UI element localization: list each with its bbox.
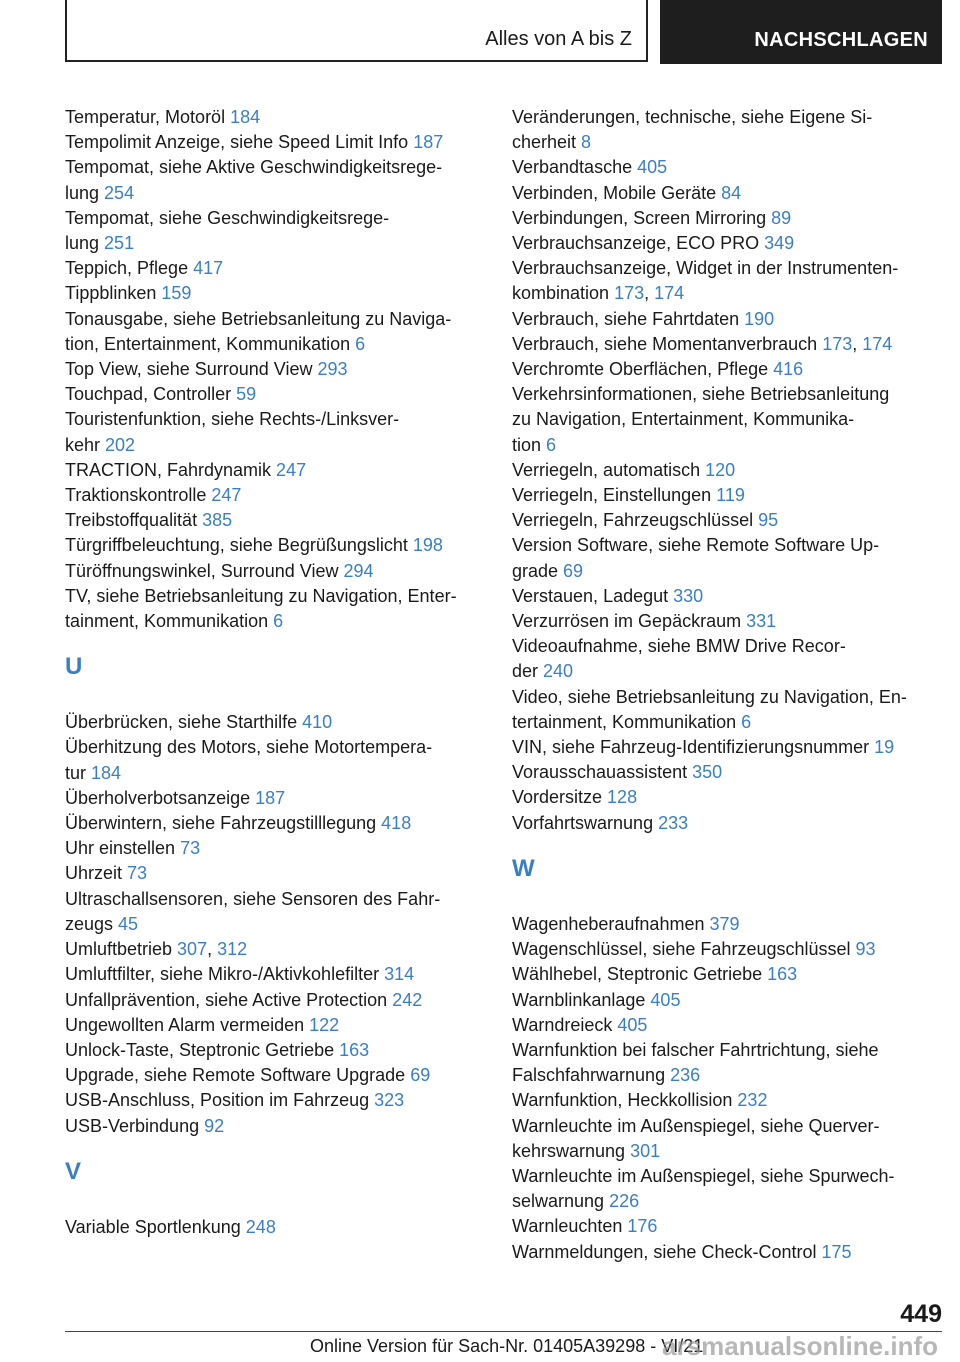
index-entry: Verbrauchsanzeige, Widget in der Instrumenten- kombination 173, 174 [512,258,899,304]
index-entry [512,533,942,583]
index-entry-text: zu Navigation, Entertainment, Kommunika- [512,409,855,430]
index-entry [512,785,942,810]
index-entry [512,1088,942,1113]
index-entry-text: Tonausgabe, siehe Betriebsanleitung zu Naviga- [65,308,452,329]
page-reference-link[interactable]: 349 [764,233,795,254]
index-entry-text: Tempomat, siehe Aktive Geschwindigkeitsrege- [65,157,443,178]
index-entry [512,382,942,458]
page-reference-link[interactable]: 248 [245,1216,276,1237]
index-entry-text: Warnleuchte im Außenspiegel, siehe Querver- [512,1115,880,1136]
page-reference-link[interactable]: 173 [822,333,853,354]
index-entry-text: Überhitzung des Motors, siehe Motortempera- [65,737,433,758]
page-reference-link[interactable]: 6 [273,611,284,632]
index-entry-text: Verbrauchsanzeige, Widget in der Instrumenten- [512,258,899,279]
index-entry-text: Uhr einstellen [65,838,181,859]
index-entry-text: Verkehrsinformationen, siehe Betriebsanleitung [512,384,890,405]
index-entry [512,609,942,634]
index-entry-text: Verriegeln, Einstellungen [512,485,717,506]
page-reference-link[interactable]: 175 [821,1241,852,1262]
page-reference-link[interactable]: 174 [862,333,893,354]
index-entry [65,256,485,281]
index-entry-text: selwarnung [512,1191,610,1212]
index-entry-text: Tippblinken [65,283,162,304]
index-entry-text: USB-Anschluss, Position im Fahrzeug [65,1090,375,1111]
index-entry-text: Verbrauchsanzeige, ECO PRO [512,233,765,254]
index-entry [65,357,485,382]
index-entry-text: Umluftfilter, siehe Mikro-/Aktivkohlefilter [65,964,385,985]
index-entry-text: VIN, siehe Fahrzeug-Identifizierungsnummer [512,737,875,758]
index-entry-text: USB-Verbindung [65,1115,205,1136]
page-reference-link[interactable]: 416 [773,359,804,380]
index-entry [512,912,942,937]
index-entry-text: Uhrzeit [65,863,128,884]
page-reference-link[interactable]: 159 [161,283,192,304]
page-reference-link[interactable]: 242 [392,989,423,1010]
index-letter-heading: V [65,1157,82,1185]
index-entry-text: tainment, Kommunikation [65,611,274,632]
page-reference-link[interactable]: 350 [692,762,723,783]
page-reference-link[interactable]: 184 [230,107,261,127]
index-entry-text: tertainment, Kommunikation [512,711,742,732]
page-reference-link[interactable]: 95 [758,510,779,531]
index-entry-text: Warnfunktion, Heckkollision [512,1090,738,1111]
index-entry-text: grade [512,560,564,581]
page-reference-link[interactable]: 73 [180,838,201,859]
page-reference-link[interactable]: 89 [771,207,792,228]
index-entry [65,1063,485,1088]
index-entry [65,458,485,483]
index-entry [65,105,485,130]
index-entry [512,1114,942,1164]
index-entry [512,155,942,180]
index-entry-text: Türgriffbeleuchtung, siehe Begrüßungslicht [65,535,413,556]
index-entry [512,307,942,332]
page-reference-link[interactable]: 405 [617,1014,648,1035]
index-entry [512,508,942,533]
page-reference-link[interactable]: 69 [410,1065,431,1086]
index-entry-text: Vorfahrtswarnung [512,812,659,833]
index-entry [512,1240,942,1265]
index-entry [65,1088,485,1113]
index-entry-text: Video, siehe Betriebsanleitung zu Navigation, En- [512,686,907,707]
page-reference-link[interactable]: 190 [744,308,775,329]
page-reference-link[interactable]: 294 [343,560,374,581]
index-entry [65,130,485,155]
index-entry-text: Verbrauch, siehe Momentanverbrauch [512,333,823,354]
index-entry-text: Ultraschallsensoren, siehe Sensoren des Fahr- [65,888,441,909]
page-reference-link[interactable]: 198 [412,535,443,556]
page-reference-link[interactable]: 187 [413,132,444,153]
page-reference-link[interactable]: 410 [302,712,333,733]
index-entry [65,786,485,811]
index-entry-text: Vordersitze [512,787,608,808]
index-entry-text: Tempolimit Anzeige, siehe Speed Limit Info [65,132,414,153]
index-entry [512,105,942,155]
index-entry [512,181,942,206]
index-entry-text: TV, siehe Betriebsanleitung zu Navigation, Enter- [65,585,457,606]
page-reference-link[interactable]: 405 [637,157,668,178]
index-entry-text: Unlock-Taste, Steptronic Getriebe [65,1039,340,1060]
page-reference-link[interactable]: 176 [627,1216,658,1237]
index-entry [65,1013,485,1038]
page-reference-link[interactable]: 6 [546,434,557,455]
index-entry [512,231,942,256]
index-entry [512,962,942,987]
index-entry-text: Türöffnungswinkel, Surround View [65,560,344,581]
index-entry [65,836,485,861]
index-entry-text: Touchpad, Controller [65,384,237,405]
index-entry-text: kehrswarnung [512,1140,631,1161]
page-reference-link[interactable]: 236 [670,1065,701,1086]
index-entry [512,735,942,760]
page-reference-link[interactable]: 323 [374,1090,405,1111]
page-reference-link[interactable]: 84 [721,182,742,203]
page-reference-link[interactable]: 379 [709,913,740,934]
index-letter-heading: W [512,854,535,882]
page-reference-link[interactable]: 247 [276,459,307,480]
page-reference-link[interactable]: 330 [673,585,704,606]
index-entry-text: Umluftbetrieb [65,939,178,960]
page-reference-link[interactable]: 119 [716,485,745,506]
page-reference-link[interactable]: 233 [658,812,689,833]
index-entry-text: Überwintern, siehe Fahrzeugstilllegung [65,813,382,834]
header-section-title: Alles von A bis Z [485,28,632,50]
index-entry-text: Wagenschlüssel, siehe Fahrzeugschlüssel [512,939,856,960]
header-chapter-tab [660,0,942,64]
index-entry [65,988,485,1013]
index-entry-text: Wählhebel, Steptronic Getriebe [512,964,768,985]
index-entry-text: Verriegeln, Fahrzeugschlüssel [512,510,759,531]
index-entry [65,307,485,357]
index-entry [65,1114,485,1139]
page-reference-link[interactable]: 405 [650,989,681,1010]
index-entry [65,962,485,987]
index-entry [512,988,942,1013]
index-entry-text: Verchromte Oberflächen, Pflege [512,359,774,380]
page-number: 449 [900,1300,942,1328]
watermark-logo: arsmanualsonline.info [662,1331,938,1361]
index-entry-text: tion, Entertainment, Kommunikation [65,333,356,354]
page-reference-link[interactable]: 69 [563,560,584,581]
page-reference-link[interactable]: 307 [177,939,208,960]
index-entry [512,1013,942,1038]
index-letter-heading: U [65,653,83,681]
index-entry-text: Warnleuchte im Außenspiegel, siehe Spurwech- [512,1165,895,1186]
index-entry-text: Touristenfunktion, siehe Rechts-/Linksver- [65,409,400,430]
page-reference-link[interactable]: 45 [118,913,139,934]
page-reference-link[interactable]: 59 [236,384,257,405]
index-entry-text: Verzurrösen im Gepäckraum [512,611,747,632]
page-reference-link[interactable]: 173 [614,283,645,304]
index-entry-text: zeugs [65,913,119,934]
index-entry-text: Überholverbotsanzeige [65,787,256,808]
index-entry [65,533,485,558]
page-reference-link[interactable]: 93 [855,939,876,960]
index-entry-text: tur [65,762,92,783]
page-reference-link[interactable]: 232 [737,1090,768,1111]
index-entry [512,937,942,962]
index-entry-text: Verbrauch, siehe Fahrtdaten [512,308,745,329]
page-reference-link[interactable]: 331 [746,611,777,632]
index-entry [512,1038,942,1088]
index-entry-text: lung [65,233,105,254]
page-reference-link[interactable]: 226 [609,1191,640,1212]
page-reference-link[interactable]: 385 [202,510,233,531]
index-entry-text: Vorausschauassistent [512,762,693,783]
page-reference-link[interactable]: 8 [581,132,592,153]
index-entry-text: Verstauen, Ladegut [512,585,674,606]
index-entry-text: Tempomat, siehe Geschwindigkeitsrege- [65,207,390,228]
index-entry-text: der [512,661,544,682]
index-entry [65,206,485,256]
index-entry-text: Teppich, Pflege [65,258,194,279]
index-entry [65,887,485,937]
index-entry-text: kombination [512,283,615,304]
index-entry-text: Verbinden, Mobile Geräte [512,182,722,203]
page-reference-link[interactable]: 122 [309,1014,340,1035]
page-reference-link[interactable]: 6 [355,333,366,354]
index-entry [512,458,942,483]
page-reference-link[interactable]: 301 [630,1140,661,1161]
index-entry [65,483,485,508]
page-reference-link[interactable]: 202 [105,434,136,455]
index-column-left [65,105,485,1240]
index-entry [65,584,485,634]
index-entry-text: kehr [65,434,106,455]
footer-online-version: Online Version für Sach-Nr. 01405A39298 - VI/21 [310,1336,704,1356]
index-entry-text: Falschfahrwarnung [512,1065,671,1086]
index-entry [65,407,485,457]
index-entry [512,634,942,684]
index-entry-text: Verbandtasche [512,157,638,178]
index-entry [65,1215,485,1240]
index-entry [65,281,485,306]
index-entry [65,155,485,205]
index-entry [512,685,942,735]
index-entry-text: Videoaufnahme, siehe BMW Drive Recor- [512,636,846,657]
index-entry [65,508,485,533]
index-entry-text: Unfallprävention, siehe Active Protection [65,989,393,1010]
page-reference-link[interactable]: 247 [211,485,242,506]
page-reference-link[interactable]: 163 [339,1039,370,1060]
index-column-right [512,105,942,1265]
index-entry [512,811,942,836]
index-entry-text: Verriegeln, automatisch [512,459,706,480]
page-reference-link[interactable]: 184 [91,762,122,783]
index-entry-text: Warnleuchten [512,1216,628,1237]
page-reference-link[interactable]: 418 [381,813,412,834]
page-reference-link[interactable]: 314 [384,964,415,985]
page-reference-link[interactable]: 120 [705,459,736,480]
index-entry [512,206,942,231]
index-entry-text: Warnmeldungen, siehe Check-Control [512,1241,822,1262]
index-entry-text: tion [512,434,547,455]
index-entry [512,483,942,508]
index-entry-text: cherheit [512,132,582,153]
index-entry-text: Warndreieck [512,1014,618,1035]
index-entry-text: Verbindungen, Screen Mirroring [512,207,772,228]
index-entry-text: Wagenheberaufnahmen [512,913,710,934]
index-entry-text: TRACTION, Fahrdynamik [65,459,277,480]
page-reference-link[interactable]: 240 [543,661,574,682]
header-chapter-title: NACHSCHLAGEN [754,29,928,51]
index-entry [512,357,942,382]
index-entry [65,811,485,836]
index-entry-text: Temperatur, Motoröl [65,107,231,127]
index-entry [65,861,485,886]
index-entry [65,735,485,785]
index-entry [65,1038,485,1063]
index-entry [512,760,942,785]
index-entry: Umluftbetrieb 307, 312 [65,939,248,960]
page-reference-link[interactable]: 417 [193,258,224,279]
header-section-box [65,0,648,62]
page-reference-link[interactable]: 73 [127,863,148,884]
index-entry-text: Top View, siehe Surround View [65,359,318,380]
page-reference-link[interactable]: 128 [607,787,638,808]
index-entry [65,710,485,735]
page-reference-link[interactable]: 174 [654,283,685,304]
page-reference-link[interactable]: 187 [255,787,286,808]
page-reference-link[interactable]: 251 [104,233,135,254]
index-entry-text: Upgrade, siehe Remote Software Upgrade [65,1065,411,1086]
index-entry-text: Version Software, siehe Remote Software Up- [512,535,880,556]
index-entry-text: Variable Sportlenkung [65,1216,246,1237]
index-entry-text: Warnfunktion bei falscher Fahrtrichtung, siehe [512,1039,879,1060]
index-entry [512,1214,942,1239]
page-reference-link[interactable]: 293 [317,359,348,380]
index-entry: Verbrauch, siehe Momentanverbrauch 173, 174 [512,333,893,354]
index-entry-text: Traktionskontrolle [65,485,212,506]
page-reference-link[interactable]: 254 [104,182,135,203]
page-reference-link[interactable]: 92 [204,1115,225,1136]
index-entry-text: Veränderungen, technische, siehe Eigene Si- [512,107,873,127]
index-entry [65,559,485,584]
page-reference-link[interactable]: 163 [767,964,798,985]
index-entry-text: Warnblinkanlage [512,989,651,1010]
page-reference-link[interactable]: 19 [874,737,895,758]
page-reference-link[interactable]: 6 [741,711,752,732]
index-entry [512,584,942,609]
page-reference-link[interactable]: 312 [217,939,248,960]
index-entry [512,1164,942,1214]
index-entry-text: lung [65,182,105,203]
index-entry-text: Ungewollten Alarm vermeiden [65,1014,310,1035]
index-entry-text: Überbrücken, siehe Starthilfe [65,712,303,733]
index-entry-text: Treibstoffqualität [65,510,203,531]
index-entry [65,382,485,407]
